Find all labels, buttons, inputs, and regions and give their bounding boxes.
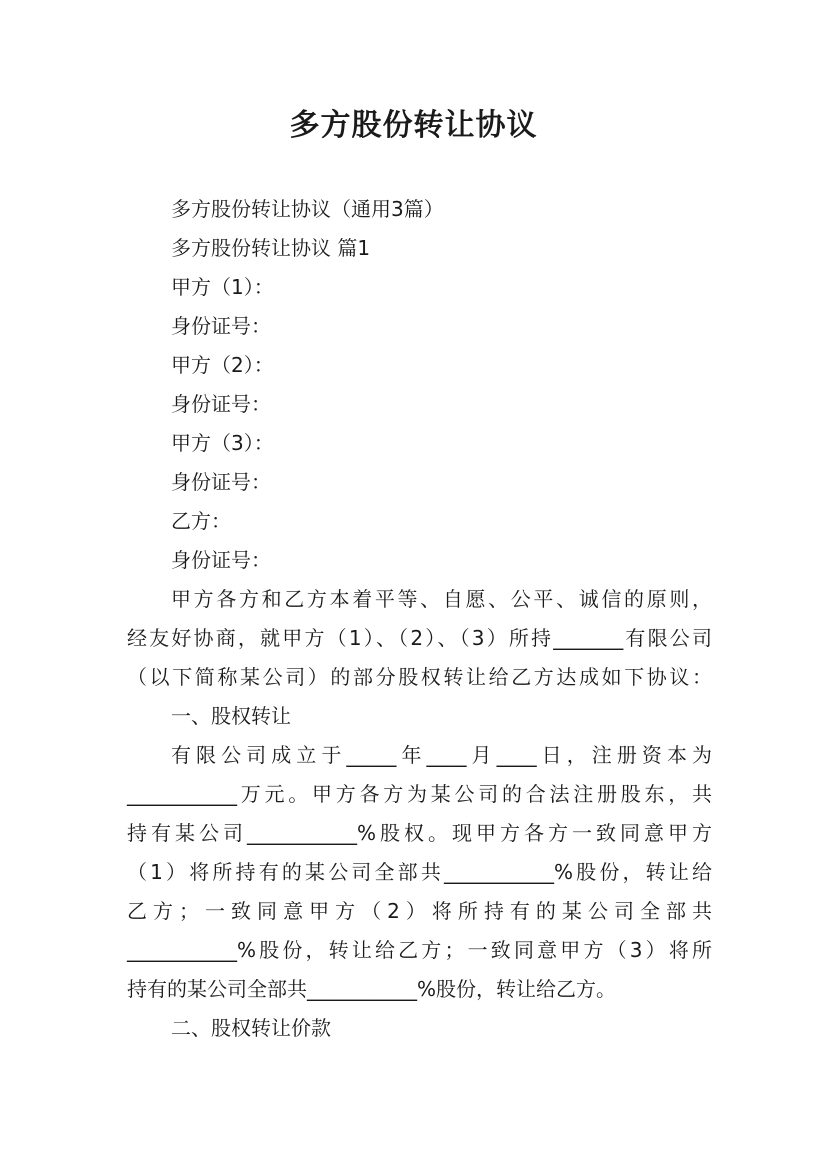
document-body [127, 190, 712, 1048]
paragraph-line: 经友好协商，就甲方（1）、（2）、（3）所持_______有限公司 [127, 626, 712, 650]
intro-paragraph [127, 580, 712, 697]
party-a1-label: 甲方（1）： [171, 275, 274, 299]
paragraph-line: 有限公司成立于_____年____月____日，注册资本为 [171, 743, 712, 767]
paragraph-line: （1）将所持有的某公司全部共___________%股份，转让给 [127, 860, 712, 884]
id-number-label: 身份证号： [171, 470, 271, 494]
paragraph-line: 持有的某公司全部共___________%股份，转让给乙方。 [127, 977, 617, 1001]
transfer-paragraph [127, 736, 712, 1009]
paragraph-line: 持有某公司___________%股权。现甲方各方一致同意甲方 [127, 821, 712, 845]
paragraph-line: ___________万元。甲方各方为某公司的合法注册股东，共 [127, 782, 712, 806]
document-title: 多方股份转让协议 [289, 108, 538, 143]
id-number-label: 身份证号： [171, 392, 271, 416]
id-number-label: 身份证号： [171, 314, 271, 338]
id-number-label: 身份证号： [171, 548, 271, 572]
party-a3-label: 甲方（3）： [171, 431, 274, 455]
paragraph-line: 甲方各方和乙方本着平等、自愿、公平、诚信的原则， [171, 587, 712, 611]
section-heading: 多方股份转让协议 篇1 [171, 236, 371, 260]
party-a2-label: 甲方（2）： [171, 353, 274, 377]
subtitle-line: 多方股份转让协议（通用3篇） [171, 197, 444, 221]
party-b-label: 乙方： [171, 509, 231, 533]
paragraph-line: （以下简称某公司）的部分股权转让给乙方达成如下协议： [127, 665, 712, 689]
section-1-heading: 一、股权转让 [171, 704, 291, 728]
paragraph-line: ___________%股份，转让给乙方；一致同意甲方（3）将所 [127, 938, 712, 962]
paragraph-line: 乙方；一致同意甲方（2）将所持有的某公司全部共 [127, 899, 712, 923]
section-2-heading: 二、股权转让价款 [171, 1016, 331, 1040]
